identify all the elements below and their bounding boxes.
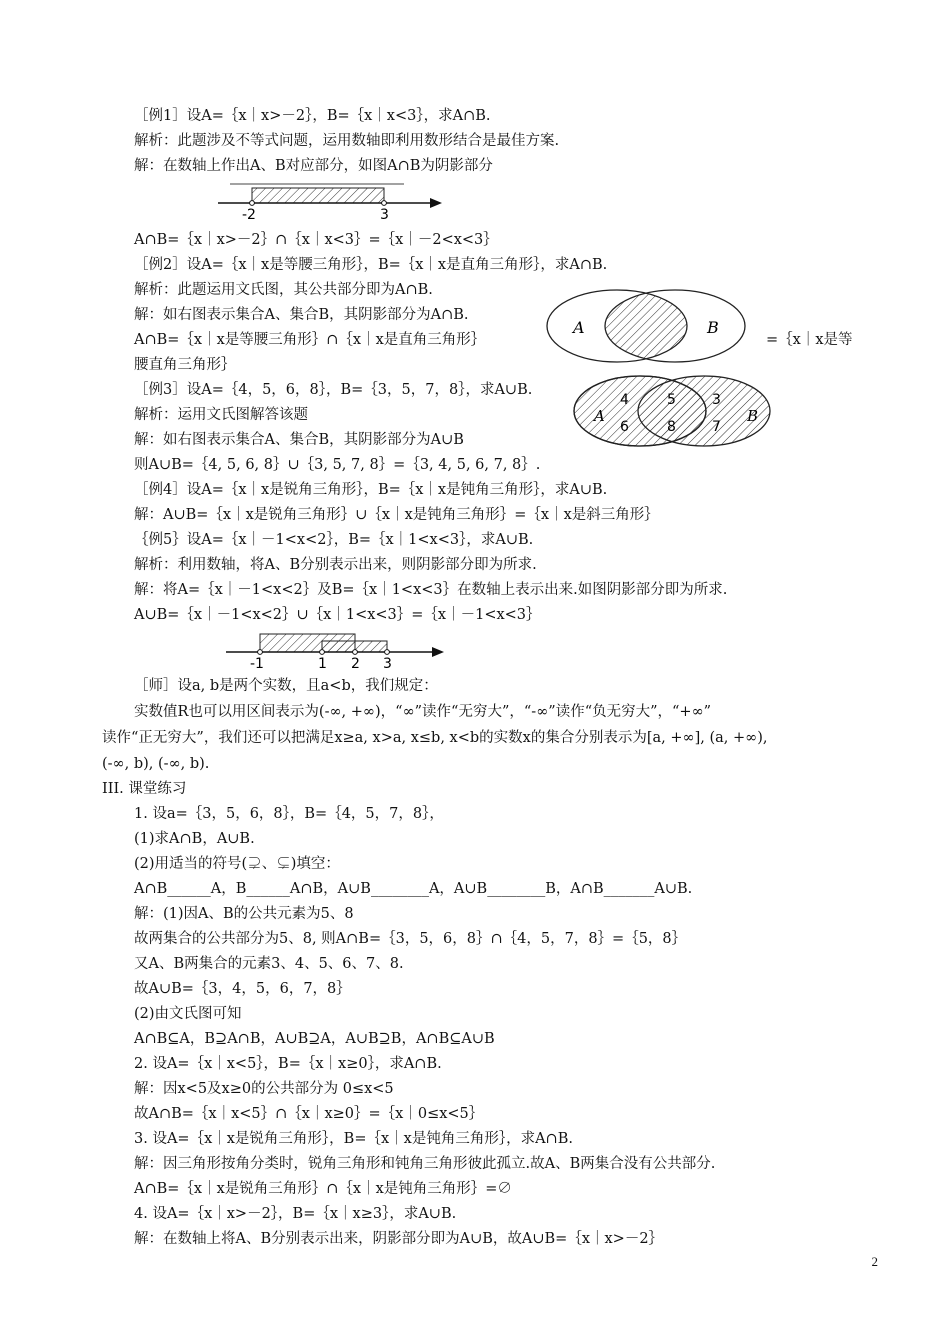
section-heading: III. 课堂练习 <box>102 781 187 797</box>
text-line: 解：A∪B=｛x｜x是锐角三角形｝∪｛x｜x是钝角三角形｝=｛x｜x是斜三角形｝ <box>134 507 659 523</box>
text-line: (2)用适当的符号(⊋、⊊)填空： <box>134 856 340 872</box>
text-line: 解：如右图表示集合A、集合B，其阴影部分为A∪B <box>134 432 464 448</box>
tick-label: 3 <box>383 656 392 672</box>
text-line: 故两集合的公共部分为5、8, 则A∩B=｛3，5，6，8｝∩｛4，5，7，8｝=｛5，8｝ <box>134 931 687 947</box>
set-label-b: B <box>747 407 759 425</box>
element-label: 8 <box>667 419 676 435</box>
element-label: 6 <box>620 419 629 435</box>
text-line: 解：因x<5及x≥0的公共部分为 0≤x<5 <box>134 1081 394 1097</box>
text-line: A∩B______A，B______A∩B，A∪B________A，A∪B________B，A∩B_______A∪B. <box>134 881 693 897</box>
text-line: ［例3］设A=｛4，5，6，8｝，B=｛3，5，7，8｝，求A∪B. <box>134 382 533 398</box>
element-label: 5 <box>667 392 676 408</box>
text-line: 2. 设A=｛x｜x<5｝，B=｛x｜x≥0｝，求A∩B. <box>134 1056 442 1072</box>
text-line: (2)由文氏图可知 <box>134 1006 242 1022</box>
text-line: A∩B=｛x｜x是锐角三角形｝∩｛x｜x是钝角三角形｝=∅ <box>134 1181 512 1197</box>
number-line-figure-1 <box>214 180 450 222</box>
text-line: ［师］设a, b是两个实数，且a<b，我们规定： <box>134 678 438 694</box>
element-label: 3 <box>712 392 721 408</box>
text-line: ［例1］设A=｛x｜x>－2｝，B=｛x｜x<3｝，求A∩B. <box>134 108 491 124</box>
text-line: 解析：利用数轴，将A、B分别表示出来，则阴影部分即为所求. <box>134 557 537 573</box>
text-line: A∩B=｛x｜x>－2｝∩｛x｜x<3｝=｛x｜－2<x<3｝ <box>134 232 498 248</box>
tick-label: 2 <box>351 656 360 672</box>
text-line: 解：如右图表示集合A、集合B，其阴影部分为A∩B. <box>134 307 469 323</box>
text-line: 解：因三角形按角分类时，锐角三角形和钝角三角形彼此孤立.故A、B两集合没有公共部分. <box>134 1156 716 1172</box>
text-line: 解：将A=｛x｜－1<x<2｝及B=｛x｜1<x<3｝在数轴上表示出来.如图阴影部分即为所求. <box>134 582 728 598</box>
number-line-figure-2 <box>222 630 452 672</box>
text-line: 解析：此题涉及不等式问题，运用数轴即利用数形结合是最佳方案. <box>134 133 560 149</box>
text-line: A∩B=｛x｜x是等腰三角形｝∩｛x｜x是直角三角形｝ <box>134 332 486 348</box>
text-line: 4. 设A=｛x｜x>－2｝，B=｛x｜x≥3｝，求A∪B. <box>134 1206 457 1222</box>
text-line: 解：(1)因A、B的公共元素为5、8 <box>134 906 354 922</box>
set-label-a: A <box>573 318 585 337</box>
text-line: 解：在数轴上作出A、B对应部分，如图A∩B为阴影部分 <box>134 158 493 174</box>
text-line: 故A∩B=｛x｜x<5｝∩｛x｜x≥0｝=｛x｜0≤x<5｝ <box>134 1106 484 1122</box>
element-label: 7 <box>712 419 721 435</box>
text-line: A∩B⊆A，B⊇A∩B，A∪B⊇A，A∪B⊇B，A∩B⊆A∪B <box>134 1031 495 1047</box>
text-line: 解析：此题运用文氏图，其公共部分即为A∩B. <box>134 282 433 298</box>
text-line: 1. 设a=｛3，5，6，8｝，B=｛4，5，7，8｝， <box>134 806 444 822</box>
text-line: (-∞, b), (-∞, b). <box>102 756 210 772</box>
text-line: 实数值R也可以用区间表示为(-∞, +∞)，“∞”读作“无穷大”，“-∞”读作“负无穷大”，“+∞” <box>134 704 712 720</box>
set-label-a: A <box>594 407 605 425</box>
element-label: 4 <box>620 392 629 408</box>
tick-label: 3 <box>380 207 389 222</box>
text-line: A∪B=｛x｜－1<x<2｝∪｛x｜1<x<3｝=｛x｜－1<x<3｝ <box>134 607 541 623</box>
text-line: ［例4］设A=｛x｜x是锐角三角形｝，B=｛x｜x是钝角三角形｝，求A∪B. <box>134 482 608 498</box>
text-line: 又A、B两集合的元素3、4、5、6、7、8. <box>134 956 404 972</box>
text-line: =｛x｜x是等 <box>766 332 853 348</box>
text-line: 腰直角三角形｝ <box>134 357 236 373</box>
tick-label: -1 <box>250 656 264 672</box>
venn-diagram-intersection <box>545 287 750 365</box>
text-line: 解：在数轴上将A、B分别表示出来，阴影部分即为A∪B，故A∪B=｛x｜x>－2｝ <box>134 1231 664 1247</box>
tick-label: 1 <box>318 656 327 672</box>
text-line: 则A∪B=｛4, 5, 6, 8｝∪｛3, 5, 7, 8｝=｛3, 4, 5, 6, 7, 8｝. <box>134 457 541 473</box>
tick-label: -2 <box>242 207 256 222</box>
text-line: (1)求A∩B，A∪B. <box>134 831 255 847</box>
text-line: 故A∪B=｛3，4，5，6，7，8｝ <box>134 981 351 997</box>
text-line: 解析：运用文氏图解答该题 <box>134 407 308 423</box>
set-label-b: B <box>707 318 719 337</box>
venn-diagram-union <box>572 373 772 449</box>
hatched-region <box>252 188 384 203</box>
text-line: ｛例5｝设A=｛x｜－1<x<2｝，B=｛x｜1<x<3｝，求A∪B. <box>134 532 534 548</box>
text-line: 读作“正无穷大”，我们还可以把满足x≥a, x>a, x≤b, x<b的实数x的集合分别表示为[a, +∞], (a, +∞), <box>102 730 768 746</box>
text-line: ［例2］设A=｛x｜x是等腰三角形｝，B=｛x｜x是直角三角形｝，求A∩B. <box>134 257 608 273</box>
text-line: 3. 设A=｛x｜x是锐角三角形｝，B=｛x｜x是钝角三角形｝，求A∩B. <box>134 1131 573 1147</box>
page-number: 2 <box>871 1254 878 1269</box>
